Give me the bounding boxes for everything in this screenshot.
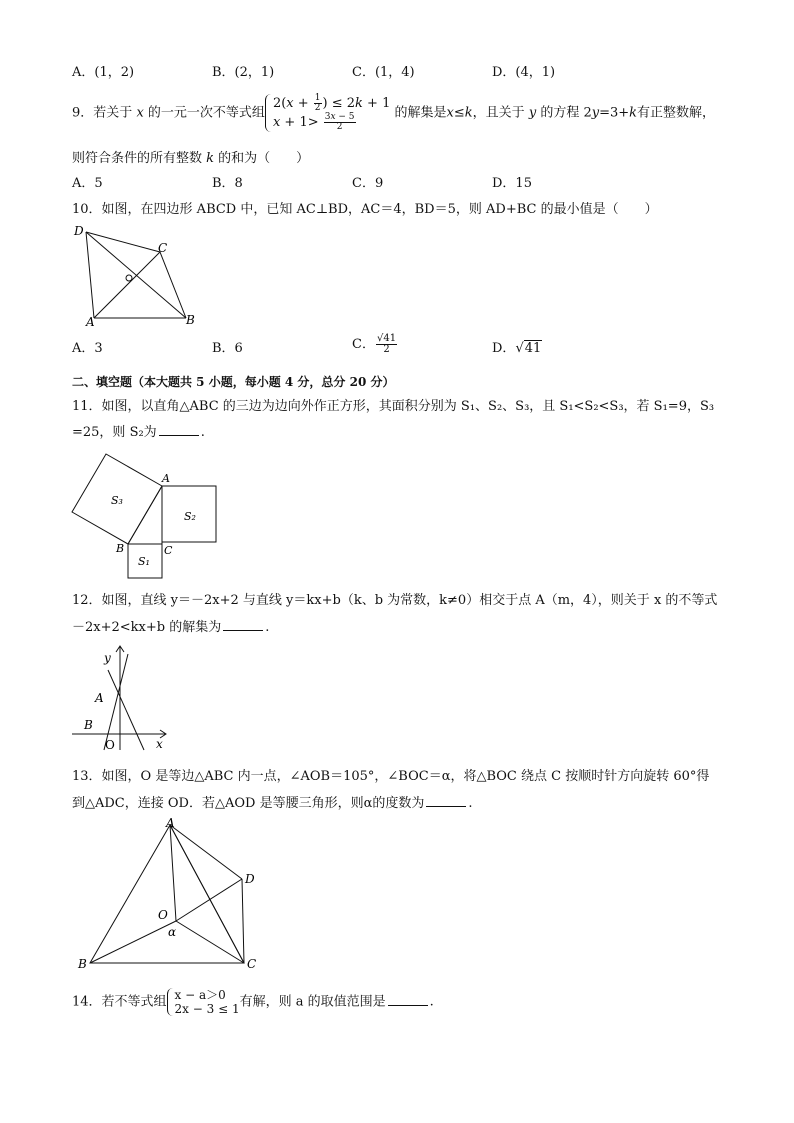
q10-label-a: A bbox=[86, 315, 95, 329]
q11-label-c: C bbox=[164, 544, 173, 557]
q8-option-a: A．(1，2) bbox=[72, 65, 135, 80]
q9-option-b: B．8 bbox=[212, 176, 243, 191]
q10-option-d-letter: D． bbox=[492, 341, 516, 356]
q14-end: . bbox=[429, 994, 434, 1010]
q14-text-b: 有解，则 a 的取值范围是 bbox=[239, 994, 386, 1010]
q9-number: 9． bbox=[72, 105, 94, 121]
q11-label-b: B bbox=[116, 542, 125, 555]
q14-line bbox=[72, 988, 434, 1016]
q11-answer-blank[interactable] bbox=[159, 423, 199, 436]
q11-line2 bbox=[72, 423, 205, 442]
q10-figure bbox=[68, 222, 208, 330]
q9-text-h: 则符合条件的所有整数 bbox=[72, 151, 203, 166]
q13-figure bbox=[72, 815, 272, 975]
q11-text: =25，则 S₂为 bbox=[72, 425, 157, 440]
q13-label-d: D bbox=[245, 872, 255, 886]
q13-label-b: B bbox=[78, 957, 87, 971]
q9-text-e: 的方程 2 bbox=[540, 105, 592, 121]
q14-inequality-system bbox=[167, 988, 240, 1016]
q14-text-a: 14．若不等式组 bbox=[72, 994, 167, 1010]
q13-label-alpha: α bbox=[168, 925, 177, 939]
q11-line1: 11．如图，以直角△ABC 的三边为边向外作正方形，其面积分别为 S₁、S₂、S₃，且 S₁<S₂<S₃，若 S₁=9，S₃ bbox=[72, 399, 715, 414]
q11-label-a: A bbox=[162, 472, 170, 485]
q9-text-f: =3+ bbox=[599, 105, 630, 121]
q13-line2 bbox=[72, 794, 473, 813]
q9-text-b: 的一元一次不等式组 bbox=[147, 105, 265, 121]
q9-inequality-system: 2(x + $\frac{1}{2}$ ) ≤ 2k + 1 x + 1> $\frac{3x - 5}{2}$ bbox=[265, 94, 390, 132]
q10-label-d: D bbox=[74, 224, 84, 238]
q12-line2 bbox=[72, 618, 269, 637]
q10-option-a: A．3 bbox=[72, 341, 103, 356]
q9-text-c: 的解集是 bbox=[394, 105, 447, 121]
q11-label-s3: S₃ bbox=[111, 494, 123, 507]
q12-end: . bbox=[265, 620, 270, 635]
q14-row2: 2x − 3 ≤ 1 bbox=[174, 1002, 240, 1016]
q9-text-i: 的和为（ ） bbox=[218, 151, 310, 166]
q12-answer-blank[interactable] bbox=[223, 618, 263, 631]
q9-text-d: ，且关于 bbox=[472, 105, 525, 121]
q12-label-x: x bbox=[156, 737, 163, 751]
q9-option-a: A．5 bbox=[72, 176, 103, 191]
q10-option-c: C． $\frac{√41}{2}$ bbox=[352, 333, 397, 355]
q12-label-a: A bbox=[95, 691, 104, 705]
q9-text-a: 若关于 bbox=[93, 105, 133, 121]
q12-label-y: y bbox=[104, 651, 111, 665]
q13-label-o: O bbox=[158, 908, 168, 922]
q8-option-c: C．(1，4) bbox=[352, 65, 415, 80]
q11-end: . bbox=[200, 425, 205, 440]
q12-label-b: B bbox=[84, 718, 93, 732]
q12-label-o: O bbox=[105, 738, 115, 752]
q11-figure bbox=[66, 448, 226, 580]
q10-option-b: B．6 bbox=[212, 341, 243, 356]
q12-text: －2x+2<kx+b 的解集为 bbox=[72, 620, 222, 635]
q13-answer-blank[interactable] bbox=[426, 794, 466, 807]
q14-answer-blank[interactable] bbox=[388, 993, 428, 1006]
q8-option-d: D．(4，1) bbox=[492, 65, 556, 80]
section-2-heading: 二、填空题（本大题共 5 小题，每小题 4 分，总分 20 分） bbox=[72, 375, 395, 389]
q12-line1: 12．如图，直线 y＝－2x+2 与直线 y＝kx+b（k、b 为常数，k≠0）相交于点 A（m，4），则关于 x 的不等式 bbox=[72, 593, 718, 608]
q12-figure bbox=[68, 642, 178, 754]
q10-option-d: D．√41 bbox=[492, 341, 542, 356]
q9-line1: 9．若关于 x 的一元一次不等式组 2(x + $\frac{1}{2}$ ) ≤ 2k + 1 x + 1> $\frac{3x - 5}{2}$ 的解集是x≤k，且关于 y 的方程 2y=3+k有正整数解， bbox=[72, 93, 716, 132]
q14-row1: x − a＞0 bbox=[174, 988, 226, 1002]
q10-option-c-letter: C． bbox=[352, 337, 375, 352]
q13-label-a: A bbox=[166, 816, 175, 830]
q13-end: . bbox=[468, 796, 473, 811]
q8-option-b: B．(2，1) bbox=[212, 65, 275, 80]
q9-line2: 则符合条件的所有整数 k 的和为（ ） bbox=[72, 151, 310, 166]
q13-label-c: C bbox=[247, 957, 257, 971]
q10-label-b: B bbox=[186, 313, 195, 327]
q11-label-s1: S₁ bbox=[138, 555, 150, 568]
q9-text-g: 有正整数解， bbox=[637, 105, 716, 121]
q13-line1: 13．如图，O 是等边△ABC 内一点，∠AOB＝105°，∠BOC＝α，将△BOC 绕点 C 按顺时针方向旋转 60°得 bbox=[72, 769, 710, 784]
q10-label-c: C bbox=[158, 241, 168, 255]
q9-option-d: D．15 bbox=[492, 176, 532, 191]
q11-label-s2: S₂ bbox=[184, 510, 196, 523]
q10-stem: 10．如图，在四边形 ABCD 中，已知 AC⊥BD，AC＝4，BD＝5，则 AD+BC 的最小值是（ ） bbox=[72, 202, 658, 217]
q9-option-c: C．9 bbox=[352, 176, 384, 191]
q13-text: 到△ADC，连接 OD．若△AOD 是等腰三角形，则α的度数为 bbox=[72, 796, 425, 811]
